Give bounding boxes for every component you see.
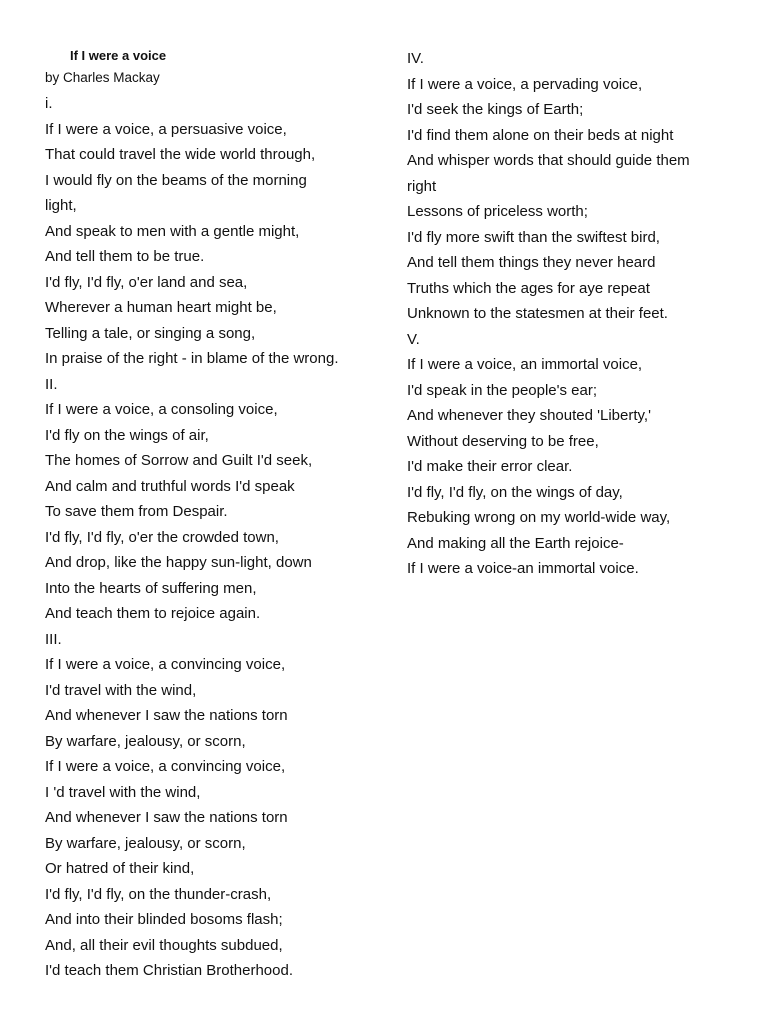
poem-line: And, all their evil thoughts subdued,	[45, 936, 283, 954]
poem-line: And whenever I saw the nations torn	[45, 809, 288, 826]
poem-line: I'd find them alone on their beds at night	[407, 126, 674, 144]
poem-line: I'd travel with the wind,	[45, 681, 197, 699]
poem-line: By warfare, jealousy, or scorn,	[45, 732, 246, 750]
poem-line: And speak to men with a gentle might,	[45, 222, 300, 240]
poem-line: light,	[45, 197, 77, 214]
poem-line: That could travel the wide world through,	[45, 146, 316, 163]
poem-line: If I were a voice, a consoling voice,	[45, 401, 278, 418]
poem-line: And whenever they shouted 'Liberty,'	[407, 407, 651, 424]
poem-line: If I were a voice, a convincing voice,	[45, 758, 286, 775]
poem-line: I'd fly on the wings of air,	[45, 426, 209, 444]
poem-line: IV.	[407, 50, 424, 67]
poem-line: I would fly on the beams of the morning	[45, 171, 307, 189]
poem-line: I 'd travel with the wind,	[45, 783, 201, 801]
poem-line: II.	[45, 375, 58, 393]
poem-line: I'd seek the kings of Earth;	[407, 101, 584, 118]
poem-line: Rebuking wrong on my world-wide way,	[407, 509, 671, 526]
poem-author: by Charles Mackay	[45, 70, 160, 85]
poem-line: And whisper words that should guide them	[407, 152, 690, 169]
poem-line: I'd fly, I'd fly, o'er the crowded town,	[45, 528, 279, 546]
poem-line: I'd fly, I'd fly, on the thunder-crash,	[45, 885, 272, 903]
poem-line: right	[407, 177, 437, 195]
poem-line: And drop, like the happy sun-light, down	[45, 554, 312, 571]
poem-line: III.	[45, 630, 62, 648]
poem-title: If I were a voice	[70, 48, 167, 63]
poem-line: I'd fly more swift than the swiftest bird,	[407, 228, 660, 246]
poem-line: And tell them things they never heard	[407, 254, 656, 271]
poem-line: To save them from Despair.	[45, 503, 228, 520]
poem-line: Without deserving to be free,	[407, 432, 599, 450]
poem-line: And whenever I saw the nations torn	[45, 707, 288, 724]
poem-line: Truths which the ages for aye repeat	[407, 279, 650, 297]
poem-line: Wherever a human heart might be,	[45, 299, 277, 316]
poem-line: The homes of Sorrow and Guilt I'd seek,	[45, 452, 313, 469]
poem-line: And tell them to be true.	[45, 248, 205, 265]
poem-line: If I were a voice, an immortal voice,	[407, 356, 643, 373]
poem-line: Or hatred of their kind,	[45, 860, 195, 877]
poem-line: And making all the Earth rejoice-	[407, 534, 624, 552]
poem-line: V.	[407, 330, 420, 348]
poem-line: I'd teach them Christian Brotherhood.	[45, 962, 293, 979]
poem-line: If I were a voice, a convincing voice,	[45, 656, 286, 673]
poem-line: Telling a tale, or singing a song,	[45, 324, 256, 342]
poem-line: I'd fly, I'd fly, o'er land and sea,	[45, 273, 248, 291]
poem-line: And teach them to rejoice again.	[45, 605, 261, 622]
poem-line: If I were a voice, a pervading voice,	[407, 75, 643, 93]
poem-line: If I were a voice-an immortal voice.	[407, 560, 639, 577]
poem-line: I'd speak in the people's ear;	[407, 381, 598, 399]
poem-line: I'd fly, I'd fly, on the wings of day,	[407, 483, 623, 501]
left-column	[45, 91, 390, 984]
poem-line: Into the hearts of suffering men,	[45, 579, 257, 597]
poem-line: Unknown to the statesmen at their feet.	[407, 305, 668, 322]
poem-line: If I were a voice, a persuasive voice,	[45, 120, 287, 138]
poem-line: And calm and truthful words I'd speak	[45, 477, 295, 495]
poem-line: I'd make their error clear.	[407, 458, 573, 475]
poem-line: i.	[45, 95, 53, 112]
poem-line: In praise of the right - in blame of the wrong.	[45, 350, 339, 367]
right-column	[407, 46, 747, 582]
poem-line: By warfare, jealousy, or scorn,	[45, 834, 246, 852]
poem-line: And into their blinded bosoms flash;	[45, 911, 283, 928]
poem-line: Lessons of priceless worth;	[407, 203, 588, 220]
